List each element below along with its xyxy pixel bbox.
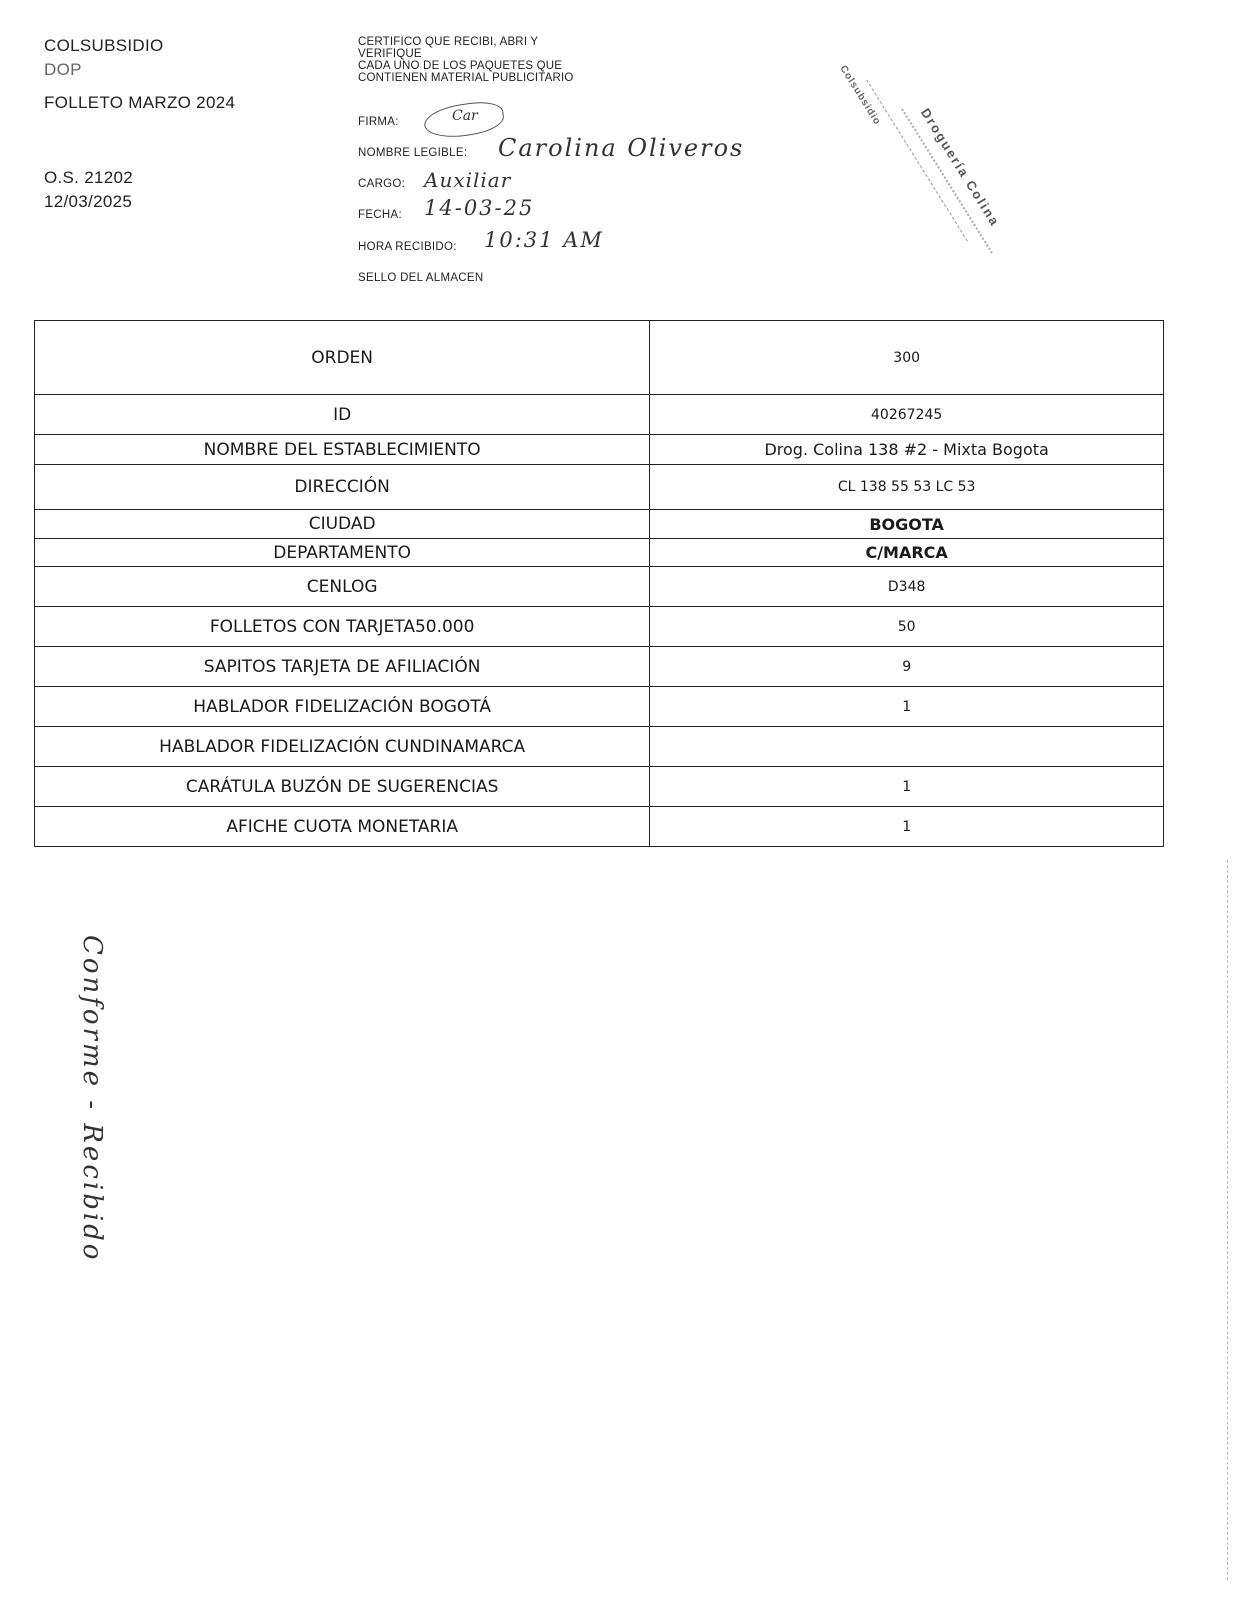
certificate-line: CADA UNO DE LOS PAQUETES QUE (358, 60, 563, 72)
row-value: Drog. Colina 138 #2 - Mixta Bogota (650, 435, 1164, 465)
stamp-dotted-line (901, 108, 993, 253)
row-value: 1 (650, 767, 1164, 807)
row-label: CARÁTULA BUZÓN DE SUGERENCIAS (35, 767, 650, 807)
table-row (35, 539, 1164, 567)
table-row (35, 435, 1164, 465)
row-label: CIUDAD (35, 510, 650, 539)
row-value: 9 (650, 647, 1164, 687)
received-time-label: HORA RECIBIDO: (358, 241, 457, 253)
table-row (35, 607, 1164, 647)
signature-label: FIRMA: (358, 116, 399, 128)
row-value: 40267245 (650, 395, 1164, 435)
certificate-line: CERTIFICO QUE RECIBI, ABRI Y (358, 36, 539, 48)
stamp-store: Droguería Colina (917, 105, 1003, 230)
margin-handwritten-note: Conforme - Recibido (77, 935, 107, 1263)
row-value: 50 (650, 607, 1164, 647)
row-label: SAPITOS TARJETA DE AFILIACIÓN (35, 647, 650, 687)
row-label: NOMBRE DEL ESTABLECIMIENTO (35, 435, 650, 465)
position-value: Auxiliar (424, 168, 512, 192)
header-date: 12/03/2025 (44, 192, 133, 211)
position-label: CARGO: (358, 178, 406, 190)
scan-edge-line (1226, 860, 1228, 1580)
received-time-value: 10:31 AM (484, 228, 604, 252)
table-row (35, 807, 1164, 847)
row-value: 1 (650, 807, 1164, 847)
row-value: C/MARCA (650, 539, 1164, 567)
row-label: DEPARTAMENTO (35, 539, 650, 567)
row-label: ID (35, 395, 650, 435)
row-label: CENLOG (35, 567, 650, 607)
certificate-line: VERIFIQUE (358, 48, 422, 60)
row-value (650, 727, 1164, 767)
table-row (35, 727, 1164, 767)
table-row (35, 395, 1164, 435)
row-label: HABLADOR FIDELIZACIÓN CUNDINAMARCA (35, 727, 650, 767)
folleto-title: FOLLETO MARZO 2024 (44, 93, 236, 112)
legible-name-label: NOMBRE LEGIBLE: (358, 147, 468, 159)
stamp-brand: Colsubsidio (837, 63, 883, 128)
table-row (35, 510, 1164, 539)
table-row (35, 767, 1164, 807)
warehouse-seal-label: SELLO DEL ALMACEN (358, 272, 484, 284)
row-label: HABLADOR FIDELIZACIÓN BOGOTÁ (35, 687, 650, 727)
date-label: FECHA: (358, 209, 402, 221)
row-label: AFICHE CUOTA MONETARIA (35, 807, 650, 847)
header-line2: DOP (44, 60, 82, 79)
table-row (35, 647, 1164, 687)
certificate-line: CONTIENEN MATERIAL PUBLICITARIO (358, 72, 574, 84)
row-label: DIRECCIÓN (35, 465, 650, 510)
legible-name-value: Carolina Oliveros (498, 134, 745, 162)
row-value: CL 138 55 53 LC 53 (650, 465, 1164, 510)
row-label: FOLLETOS CON TARJETA50.000 (35, 607, 650, 647)
signature-value: Car (452, 108, 478, 124)
row-value: D348 (650, 567, 1164, 607)
table-row (35, 465, 1164, 510)
certificate-text (358, 36, 574, 84)
row-label: ORDEN (35, 321, 650, 395)
table-row (35, 687, 1164, 727)
row-value: BOGOTA (650, 510, 1164, 539)
table-row (35, 567, 1164, 607)
row-value: 300 (650, 321, 1164, 395)
order-table (34, 320, 1164, 847)
order-service-number: O.S. 21202 (44, 168, 134, 187)
date-value: 14-03-25 (424, 196, 535, 220)
company-name: COLSUBSIDIO (44, 36, 164, 55)
warehouse-stamp (832, 30, 1062, 300)
row-value: 1 (650, 687, 1164, 727)
table-row (35, 321, 1164, 395)
